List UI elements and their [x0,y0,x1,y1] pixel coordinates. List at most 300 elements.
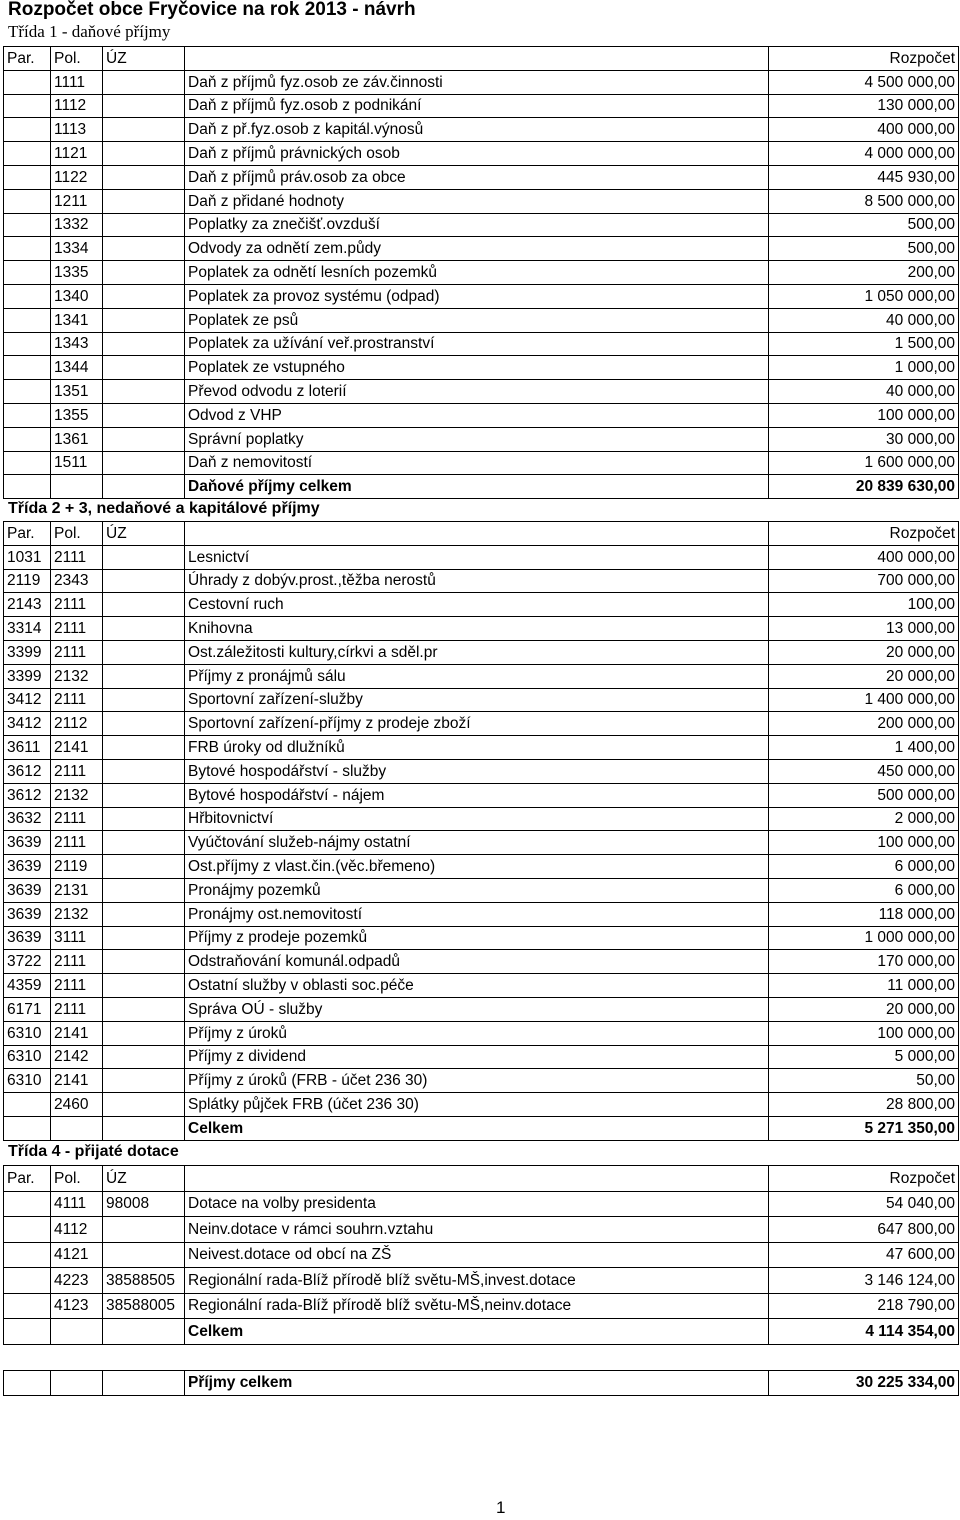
cell-name: Příjmy z úroků (FRB - účet 236 30) [185,1069,769,1093]
cell-uz [103,237,185,261]
cell-uz [103,593,185,617]
table-header-row [4,1166,959,1192]
cell-par: 3612 [4,783,51,807]
cell-pol: 4121 [51,1242,103,1268]
cell-uz [103,569,185,593]
cell-name: Regionální rada-Blíž přírodě blíž světu-MŠ,neinv.dotace [185,1293,769,1319]
cell-par: 3314 [4,617,51,641]
cell-amount: 1 500,00 [769,332,959,356]
header-uz: ÚZ [103,47,185,71]
grand-total-row [4,1371,959,1396]
cell-amount: 400 000,00 [769,118,959,142]
cell-name: Daň z příjmů právnických osob [185,142,769,166]
table-row [4,807,959,831]
cell-par: 1031 [4,545,51,569]
cell-pol: 2111 [51,617,103,641]
cell-name: Ostatní služby v oblasti soc.péče [185,974,769,998]
cell-name: Neivest.dotace od obcí na ZŠ [185,1242,769,1268]
cell-par [4,427,51,451]
cell-amount: 3 146 124,00 [769,1268,959,1294]
cell-amount: 130 000,00 [769,94,959,118]
cell-uz [103,997,185,1021]
cell-amount: 100 000,00 [769,1021,959,1045]
cell-pol: 2111 [51,950,103,974]
cell-par: 3632 [4,807,51,831]
cell-name: Daň z přidané hodnoty [185,189,769,213]
cell-par: 6310 [4,1021,51,1045]
cell-par: 3412 [4,712,51,736]
cell-amount: 4 500 000,00 [769,70,959,94]
cell-name: Daň z příjmů fyz.osob z podnikání [185,94,769,118]
section-2-title: Třída 2 + 3, nedaňové a kapitálové příjmy [8,500,320,517]
cell-pol: 2460 [51,1093,103,1117]
cell-name: Poplatek za provoz systému (odpad) [185,284,769,308]
cell-amount: 11 000,00 [769,974,959,998]
grand-total-label: Příjmy celkem [185,1371,769,1396]
page-title: Rozpočet obce Fryčovice na rok 2013 - návrh [8,0,416,20]
cell-name: Daň z nemovitostí [185,451,769,475]
cell-amount: 100 000,00 [769,831,959,855]
cell-par [4,1217,51,1243]
cell-par: 3399 [4,664,51,688]
table-row [4,997,959,1021]
cell-uz [103,807,185,831]
cell-amount: 4 000 000,00 [769,142,959,166]
total-label: Celkem [185,1319,769,1345]
cell-name: Daň z př.fyz.osob z kapitál.výnosů [185,118,769,142]
header-uz: ÚZ [103,522,185,546]
cell-par [4,70,51,94]
cell-uz [103,974,185,998]
cell-par [4,189,51,213]
header-par: Par. [4,47,51,71]
cell-pol: 2112 [51,712,103,736]
table-row [4,855,959,879]
cell-amount: 30 000,00 [769,427,959,451]
cell-name: Daň z příjmů fyz.osob ze záv.činnosti [185,70,769,94]
cell-name: Daň z příjmů práv.osob za obce [185,165,769,189]
cell-amount: 500,00 [769,213,959,237]
cell-pol: 1344 [51,356,103,380]
cell-amount: 1 050 000,00 [769,284,959,308]
cell-amount: 218 790,00 [769,1293,959,1319]
cell-amount: 20 000,00 [769,640,959,664]
cell-amount: 200,00 [769,261,959,285]
table-row [4,1268,959,1294]
cell-par [4,1093,51,1117]
cell-par: 3639 [4,831,51,855]
table-row [4,142,959,166]
cell-uz [103,1242,185,1268]
cell-pol: 2111 [51,593,103,617]
cell-amount: 6 000,00 [769,855,959,879]
cell-par [4,1242,51,1268]
cell-par [4,94,51,118]
table-row [4,70,959,94]
total-row [4,1116,959,1140]
header-name [185,522,769,546]
table-row [4,1045,959,1069]
header-rozpocet: Rozpočet [769,1166,959,1192]
cell-name: Úhrady z dobýv.prost.,těžba nerostů [185,569,769,593]
cell-par [4,118,51,142]
cell-par [4,213,51,237]
cell-amount: 20 000,00 [769,997,959,1021]
cell-par: 6310 [4,1045,51,1069]
total-blank [51,1319,103,1345]
cell-pol: 4123 [51,1293,103,1319]
cell-uz [103,1217,185,1243]
cell-uz [103,831,185,855]
cell-amount: 2 000,00 [769,807,959,831]
cell-uz [103,783,185,807]
cell-par: 4359 [4,974,51,998]
table-row [4,640,959,664]
cell-uz [103,855,185,879]
cell-name: Odstraňování komunál.odpadů [185,950,769,974]
cell-uz [103,403,185,427]
table-row [4,974,959,998]
cell-uz [103,380,185,404]
table-row [4,569,959,593]
cell-pol: 2132 [51,902,103,926]
grants-table [3,1165,959,1345]
cell-pol: 4112 [51,1217,103,1243]
cell-amount: 445 930,00 [769,165,959,189]
table-row [4,427,959,451]
cell-pol: 1334 [51,237,103,261]
header-rozpocet: Rozpočet [769,47,959,71]
table-row [4,688,959,712]
cell-pol: 1211 [51,189,103,213]
total-label: Daňové příjmy celkem [185,475,769,499]
grand-total-amount: 30 225 334,00 [769,1371,959,1396]
header-pol: Pol. [51,1166,103,1192]
cell-amount: 1 000 000,00 [769,926,959,950]
cell-amount: 200 000,00 [769,712,959,736]
cell-uz [103,356,185,380]
cell-name: Poplatek ze psů [185,308,769,332]
table-row [4,1191,959,1217]
cell-amount: 500,00 [769,237,959,261]
table-row [4,593,959,617]
table-row [4,189,959,213]
cell-amount: 28 800,00 [769,1093,959,1117]
total-row [4,475,959,499]
cell-par [4,142,51,166]
cell-amount: 500 000,00 [769,783,959,807]
cell-name: Splátky půjček FRB (účet 236 30) [185,1093,769,1117]
cell-amount: 20 000,00 [769,664,959,688]
section-3-title: Třída 4 - přijaté dotace [8,1143,179,1160]
cell-pol: 2343 [51,569,103,593]
cell-par: 3639 [4,855,51,879]
cell-name: FRB úroky od dlužníků [185,736,769,760]
cell-pol: 2132 [51,664,103,688]
cell-name: Ost.záležitosti kultury,církvi a sděl.pr [185,640,769,664]
cell-uz [103,640,185,664]
header-pol: Pol. [51,522,103,546]
table-row [4,118,959,142]
cell-uz [103,1069,185,1093]
cell-uz [103,926,185,950]
cell-pol: 1121 [51,142,103,166]
cell-pol: 1113 [51,118,103,142]
cell-uz [103,736,185,760]
cell-pol: 2142 [51,1045,103,1069]
cell-uz [103,545,185,569]
table-row [4,664,959,688]
cell-par [4,356,51,380]
cell-pol: 2119 [51,855,103,879]
table-row [4,451,959,475]
cell-amount: 6 000,00 [769,878,959,902]
table-row [4,783,959,807]
cell-pol: 2111 [51,807,103,831]
cell-name: Převod odvodu z loterií [185,380,769,404]
section-1-title: Třída 1 - daňové příjmy [8,22,171,41]
cell-pol: 2111 [51,831,103,855]
cell-uz [103,878,185,902]
table-row [4,165,959,189]
cell-uz: 38588005 [103,1293,185,1319]
cell-par [4,1191,51,1217]
table-row [4,356,959,380]
cell-par: 3639 [4,878,51,902]
cell-amount: 1 600 000,00 [769,451,959,475]
cell-par [4,1268,51,1294]
cell-uz [103,688,185,712]
table-row [4,1293,959,1319]
cell-uz [103,70,185,94]
cell-amount: 8 500 000,00 [769,189,959,213]
cell-uz [103,142,185,166]
cell-par: 3399 [4,640,51,664]
cell-amount: 100,00 [769,593,959,617]
table-row [4,545,959,569]
cell-par: 3639 [4,902,51,926]
cell-pol: 4111 [51,1191,103,1217]
cell-pol: 1343 [51,332,103,356]
cell-par [4,165,51,189]
page-number: 1 [496,1498,506,1517]
cell-pol: 1112 [51,94,103,118]
cell-uz [103,1045,185,1069]
cell-par [4,284,51,308]
cell-pol: 2111 [51,759,103,783]
cell-par: 6171 [4,997,51,1021]
total-blank [4,1319,51,1345]
grand-total-blank [103,1371,185,1396]
grand-total-table [3,1370,959,1396]
total-blank [51,475,103,499]
cell-uz [103,1093,185,1117]
cell-name: Lesnictví [185,545,769,569]
total-label: Celkem [185,1116,769,1140]
cell-uz [103,213,185,237]
cell-uz [103,1021,185,1045]
header-uz: ÚZ [103,1166,185,1192]
cell-pol: 1361 [51,427,103,451]
cell-par: 3412 [4,688,51,712]
table-row [4,1021,959,1045]
cell-par: 3722 [4,950,51,974]
cell-pol: 1335 [51,261,103,285]
header-par: Par. [4,1166,51,1192]
cell-pol: 2141 [51,736,103,760]
total-amount: 5 271 350,00 [769,1116,959,1140]
cell-name: Pronájmy pozemků [185,878,769,902]
cell-pol: 4223 [51,1268,103,1294]
table-row [4,1069,959,1093]
cell-amount: 700 000,00 [769,569,959,593]
total-blank [4,1116,51,1140]
cell-name: Poplatek ze vstupného [185,356,769,380]
header-rozpocet: Rozpočet [769,522,959,546]
total-blank [103,1116,185,1140]
cell-pol: 2141 [51,1069,103,1093]
cell-name: Ost.příjmy z vlast.čin.(věc.břemeno) [185,855,769,879]
cell-name: Správa OÚ - služby [185,997,769,1021]
cell-amount: 54 040,00 [769,1191,959,1217]
table-row [4,1242,959,1268]
cell-name: Poplatky za znečišť.ovzduší [185,213,769,237]
cell-name: Bytové hospodářství - služby [185,759,769,783]
cell-name: Správní poplatky [185,427,769,451]
cell-pol: 1351 [51,380,103,404]
cell-uz [103,261,185,285]
cell-par: 3612 [4,759,51,783]
cell-pol: 1111 [51,70,103,94]
total-blank [51,1116,103,1140]
cell-name: Vyúčtování služeb-nájmy ostatní [185,831,769,855]
cell-uz [103,451,185,475]
cell-name: Sportovní zařízení-služby [185,688,769,712]
cell-pol: 1511 [51,451,103,475]
cell-name: Pronájmy ost.nemovitostí [185,902,769,926]
header-par: Par. [4,522,51,546]
table-row [4,902,959,926]
cell-name: Regionální rada-Blíž přírodě blíž světu-MŠ,invest.dotace [185,1268,769,1294]
cell-amount: 5 000,00 [769,1045,959,1069]
cell-uz [103,332,185,356]
cell-uz [103,664,185,688]
cell-par [4,403,51,427]
cell-uz: 98008 [103,1191,185,1217]
cell-name: Odvod z VHP [185,403,769,427]
total-row [4,1319,959,1345]
cell-amount: 100 000,00 [769,403,959,427]
cell-amount: 1 000,00 [769,356,959,380]
cell-name: Poplatek za odnětí lesních pozemků [185,261,769,285]
total-blank [103,475,185,499]
cell-par [4,1293,51,1319]
cell-pol: 2111 [51,974,103,998]
grand-total-blank [4,1371,51,1396]
cell-uz [103,950,185,974]
cell-pol: 1122 [51,165,103,189]
table-row [4,736,959,760]
cell-amount: 47 600,00 [769,1242,959,1268]
table-row [4,403,959,427]
cell-par [4,451,51,475]
table-row [4,831,959,855]
cell-pol: 3111 [51,926,103,950]
cell-pol: 2111 [51,997,103,1021]
table-header-row [4,522,959,546]
cell-pol: 2131 [51,878,103,902]
cell-pol: 2111 [51,545,103,569]
cell-pol: 1340 [51,284,103,308]
table-row [4,213,959,237]
cell-amount: 170 000,00 [769,950,959,974]
cell-par [4,237,51,261]
table-row [4,617,959,641]
table-row [4,332,959,356]
cell-name: Sportovní zařízení-příjmy z prodeje zboží [185,712,769,736]
cell-amount: 647 800,00 [769,1217,959,1243]
cell-uz [103,759,185,783]
cell-par [4,380,51,404]
cell-uz [103,617,185,641]
cell-name: Odvody za odnětí zem.půdy [185,237,769,261]
cell-name: Příjmy z prodeje pozemků [185,926,769,950]
cell-amount: 1 400,00 [769,736,959,760]
cell-name: Poplatek za užívání veř.prostranství [185,332,769,356]
cell-pol: 2111 [51,640,103,664]
cell-uz [103,284,185,308]
cell-par [4,261,51,285]
cell-name: Dotace na volby presidenta [185,1191,769,1217]
cell-par: 3611 [4,736,51,760]
total-amount: 20 839 630,00 [769,475,959,499]
total-amount: 4 114 354,00 [769,1319,959,1345]
cell-pol: 2141 [51,1021,103,1045]
cell-name: Příjmy z dividend [185,1045,769,1069]
table-row [4,261,959,285]
cell-par: 2119 [4,569,51,593]
table-row [4,759,959,783]
header-name [185,1166,769,1192]
table-row [4,712,959,736]
cell-amount: 40 000,00 [769,308,959,332]
cell-par [4,308,51,332]
cell-uz [103,712,185,736]
cell-uz: 38588505 [103,1268,185,1294]
cell-name: Příjmy z úroků [185,1021,769,1045]
cell-pol: 1332 [51,213,103,237]
tax-revenue-table [3,46,959,499]
cell-amount: 40 000,00 [769,380,959,404]
table-row [4,284,959,308]
cell-par: 6310 [4,1069,51,1093]
cell-name: Neinv.dotace v rámci souhrn.vztahu [185,1217,769,1243]
header-pol: Pol. [51,47,103,71]
cell-pol: 2111 [51,688,103,712]
cell-amount: 1 400 000,00 [769,688,959,712]
cell-amount: 450 000,00 [769,759,959,783]
total-blank [4,475,51,499]
cell-par: 3639 [4,926,51,950]
non-tax-revenue-table [3,521,959,1141]
table-row [4,878,959,902]
cell-name: Bytové hospodářství - nájem [185,783,769,807]
table-row [4,380,959,404]
cell-uz [103,308,185,332]
cell-uz [103,165,185,189]
cell-uz [103,427,185,451]
cell-amount: 400 000,00 [769,545,959,569]
